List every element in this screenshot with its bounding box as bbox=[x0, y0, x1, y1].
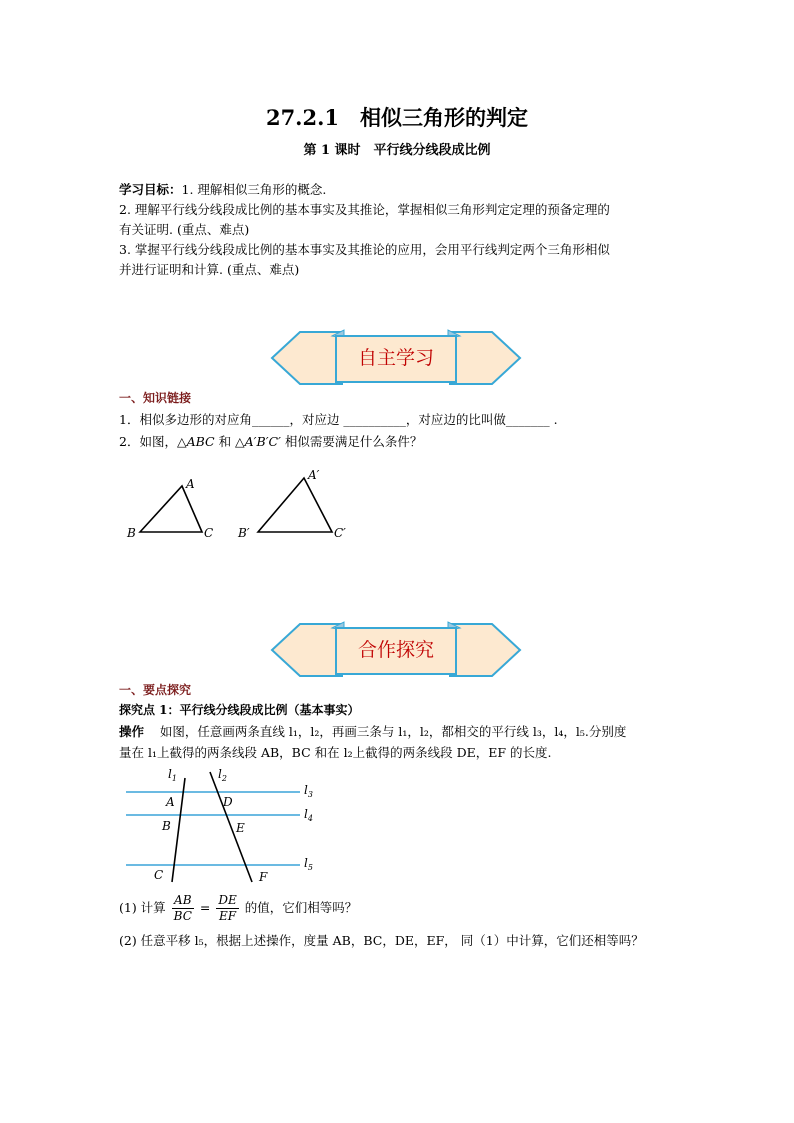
label-l5: $l_5$ bbox=[304, 856, 313, 872]
triangle-abc-prime bbox=[258, 478, 332, 532]
parallel-lines-figure bbox=[118, 764, 338, 886]
label-b-prime: B′ bbox=[238, 526, 250, 540]
page-title: 27.2.1 相似三角形的判定 bbox=[265, 105, 529, 130]
fraction-ab-bc: $\frac{AB}{BC}$ bbox=[173, 893, 192, 923]
label-point-f: F bbox=[259, 870, 268, 884]
question-1: 1．相似多边形的对应角______，对应边 __________，对应边的比叫做_______ . bbox=[119, 412, 558, 427]
goals-label: 学习目标： bbox=[119, 182, 182, 197]
question-translate-l5: (2) 任意平移 l₅，根据上述操作，度量 AB，BC，DE，EF， 同（1）中计算，它们还相等吗？ bbox=[119, 933, 644, 948]
page-subtitle: 第 1 课时 平行线分线段成比例 bbox=[303, 143, 491, 158]
label-a-prime: A′ bbox=[308, 468, 320, 482]
goal-item-2b: 有关证明. (重点、难点) bbox=[119, 222, 250, 237]
label-c: C bbox=[204, 526, 214, 540]
goal-item-2a: 2. 理解平行线分线段成比例的基本事实及其推论，掌握相似三角形判定定理的预备定理的 bbox=[119, 202, 610, 217]
fraction-de-ef: $\frac{DE}{EF}$ bbox=[218, 893, 237, 923]
triangles-figure bbox=[120, 460, 360, 550]
label-l1: $l_1$ bbox=[168, 767, 177, 783]
label-point-c: C bbox=[154, 868, 164, 882]
question-2: 2．如图，△ABC 和 △A′B′C′ 相似需要满足什么条件？ bbox=[119, 434, 423, 449]
goal-item-3a: 3. 掌握平行线分线段成比例的基本事实及其推论的应用，会用平行线判定两个三角形相似 bbox=[119, 242, 610, 257]
label-l3: $l_3$ bbox=[304, 783, 313, 799]
goal-item-3b: 并进行证明和计算. (重点、难点) bbox=[119, 262, 300, 277]
inquiry-point-1: 探究点 1：平行线分线段成比例（基本事实） bbox=[119, 703, 360, 717]
label-l2: $l_2$ bbox=[218, 767, 227, 783]
label-point-b: B bbox=[162, 819, 171, 833]
label-point-d: D bbox=[223, 795, 233, 809]
question-compute-ratio: (1) 计算 $\frac{AB}{BC}$ = $\frac{DE}{EF}$ 的值，它们相等吗？ bbox=[119, 893, 358, 923]
section-knowledge-link-heading: 一、知识链接 bbox=[119, 391, 192, 405]
banner-cooperative-inquiry bbox=[270, 620, 522, 680]
operation-line-1: 操作 如图，任意画两条直线 l₁，l₂，再画三条与 l₁，l₂，都相交的平行线 l₃，l₄，l₅.分别度 bbox=[119, 724, 627, 739]
banner-cooperative-inquiry-label: 合作探究 bbox=[357, 639, 434, 661]
line-l1 bbox=[172, 778, 185, 882]
operation-label: 操作 bbox=[119, 724, 145, 739]
operation-line-2: 量在 l₁上截得的两条线段 AB，BC 和在 l₂上截得的两条线段 DE，EF 的长度. bbox=[119, 745, 552, 760]
label-point-e: E bbox=[236, 821, 245, 835]
label-l4: $l_4$ bbox=[304, 807, 313, 823]
banner-self-study-label: 自主学习 bbox=[357, 347, 434, 369]
banner-self-study bbox=[270, 328, 522, 388]
label-point-a: A bbox=[166, 795, 175, 809]
goal-item-1: 学习目标：1. 理解相似三角形的概念. bbox=[119, 182, 327, 197]
section-key-points-heading: 一、要点探究 bbox=[119, 683, 192, 697]
learning-goals bbox=[119, 180, 679, 280]
triangle-abc bbox=[140, 486, 202, 532]
label-c-prime: C′ bbox=[334, 526, 346, 540]
label-b: B bbox=[127, 526, 136, 540]
label-a: A bbox=[186, 477, 195, 491]
